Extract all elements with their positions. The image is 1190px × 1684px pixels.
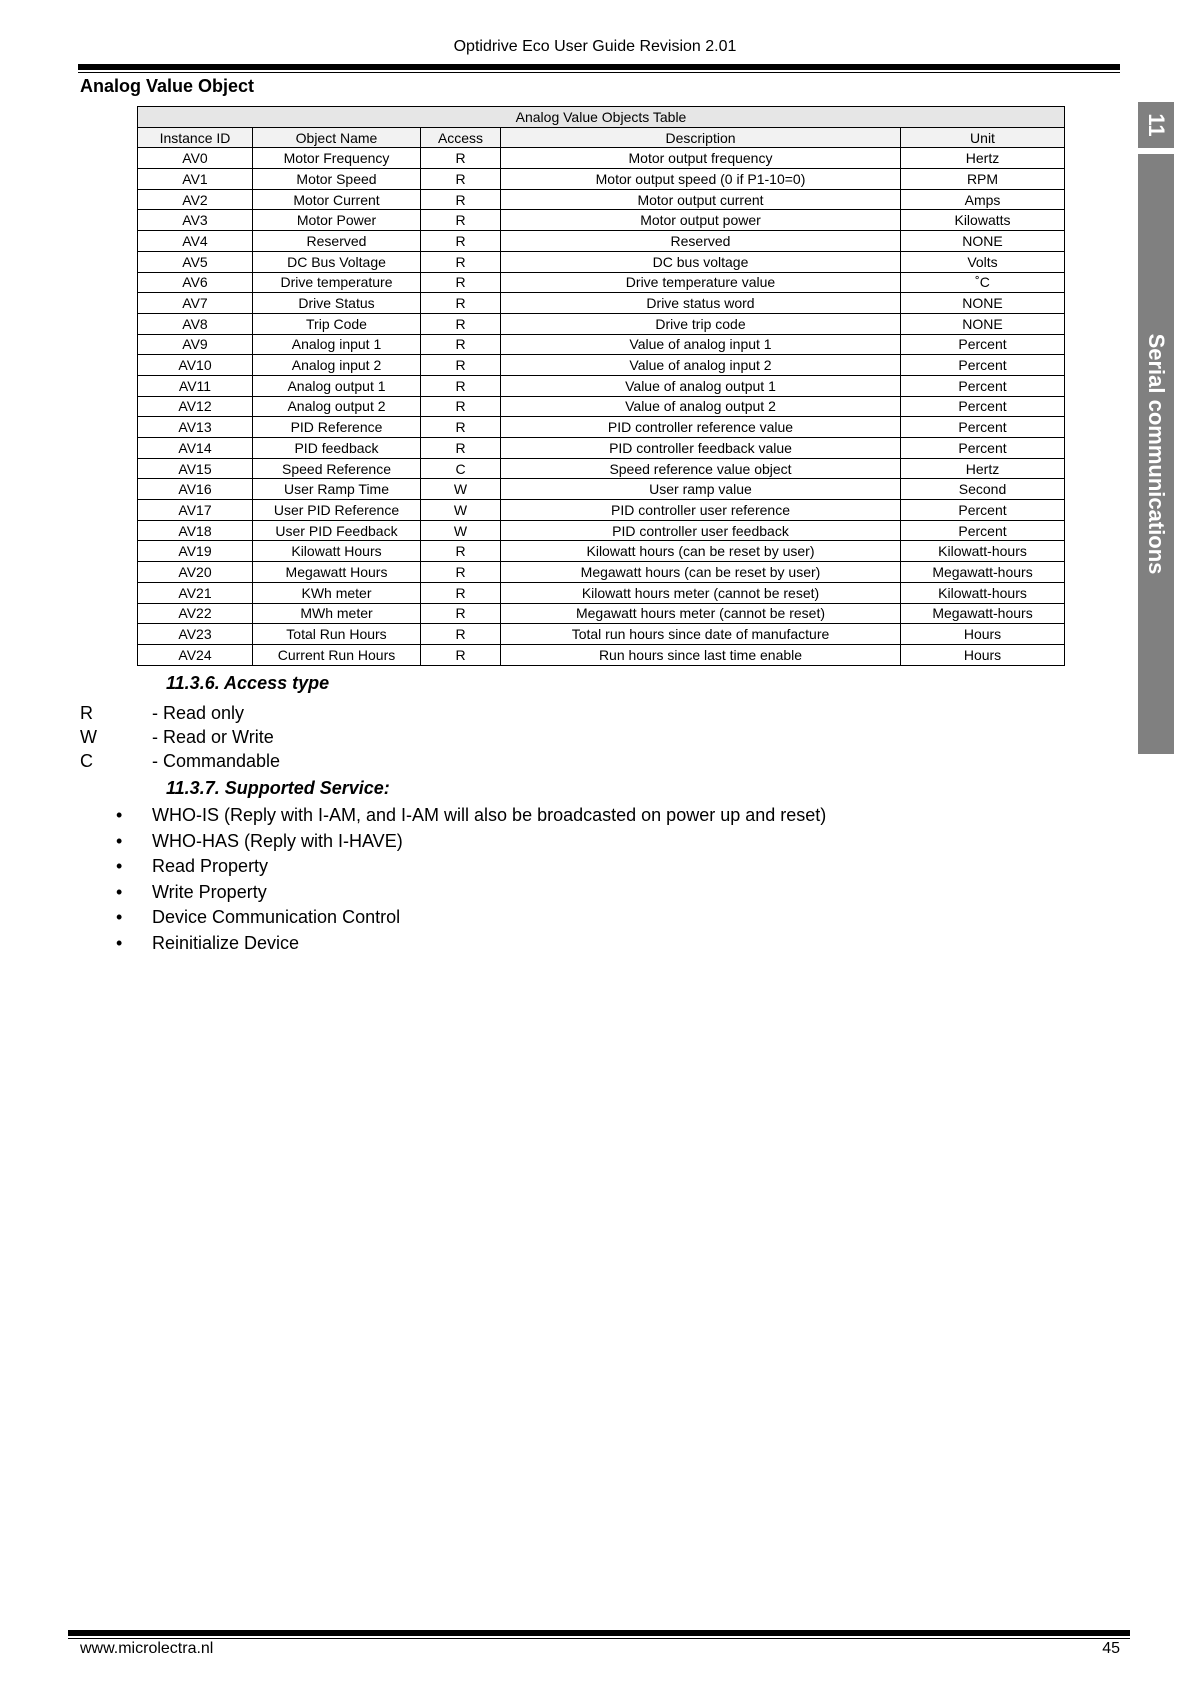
- table-cell: Megawatt hours (can be reset by user): [501, 562, 901, 583]
- table-row: [138, 375, 1065, 396]
- table-cell: Motor Current: [253, 189, 421, 210]
- table-row: [138, 520, 1065, 541]
- table-row: [138, 624, 1065, 645]
- table-cell: Percent: [901, 355, 1065, 376]
- table-row: [138, 189, 1065, 210]
- table-cell: Current Run Hours: [253, 644, 421, 665]
- table-cell: Percent: [901, 417, 1065, 438]
- table-row: [138, 458, 1065, 479]
- table-cell: AV0: [138, 148, 253, 169]
- table-cell: AV22: [138, 603, 253, 624]
- analog-value-objects-table: [137, 106, 1065, 666]
- table-cell: Reserved: [253, 231, 421, 252]
- table-header-row: [138, 127, 1065, 148]
- header-rule-thick: [78, 64, 1120, 70]
- table-cell: Hours: [901, 644, 1065, 665]
- table-cell: AV11: [138, 375, 253, 396]
- table-cell: Speed Reference: [253, 458, 421, 479]
- table-cell: Analog output 1: [253, 375, 421, 396]
- bullet-icon: •: [116, 933, 123, 953]
- table-cell: AV18: [138, 520, 253, 541]
- table-cell: MWh meter: [253, 603, 421, 624]
- column-header: Instance ID: [138, 127, 253, 148]
- table-cell: Motor Speed: [253, 169, 421, 190]
- table-cell: Kilowatt hours meter (cannot be reset): [501, 582, 901, 603]
- table-cell: Analog output 2: [253, 396, 421, 417]
- table-cell: PID feedback: [253, 438, 421, 459]
- chapter-label-tab: [1138, 154, 1174, 754]
- footer-rule-thick: [68, 1630, 1130, 1636]
- header-rule-thin: [78, 72, 1120, 73]
- table-cell: AV14: [138, 438, 253, 459]
- table-cell: AV5: [138, 251, 253, 272]
- table-cell: User ramp value: [501, 479, 901, 500]
- table-cell: RPM: [901, 169, 1065, 190]
- bullet-icon: •: [116, 907, 123, 928]
- page-header-title: Optidrive Eco User Guide Revision 2.01: [453, 38, 737, 55]
- table-cell: Trip Code: [253, 313, 421, 334]
- table-cell: Percent: [901, 500, 1065, 521]
- footer-rule-thin: [68, 1638, 1130, 1639]
- table-cell: Value of analog input 2: [501, 355, 901, 376]
- table-cell: DC bus voltage: [501, 251, 901, 272]
- table-cell: Percent: [901, 438, 1065, 459]
- access-code: C: [80, 751, 93, 771]
- table-cell: PID controller user feedback: [501, 520, 901, 541]
- table-row: [138, 396, 1065, 417]
- table-cell: W: [421, 479, 501, 500]
- table-cell: W: [421, 500, 501, 521]
- table-cell: AV15: [138, 458, 253, 479]
- table-cell: W: [421, 520, 501, 541]
- table-cell: R: [421, 169, 501, 190]
- table-row: [138, 231, 1065, 252]
- table-cell: R: [421, 375, 501, 396]
- service-item: Device Communication Control: [152, 907, 401, 928]
- table-cell: Percent: [901, 520, 1065, 541]
- access-code: R: [80, 703, 93, 723]
- column-header: Access: [421, 127, 501, 148]
- chapter-label: Serial communications: [1144, 333, 1169, 575]
- table-cell: Megawatt hours meter (cannot be reset): [501, 603, 901, 624]
- table-cell: AV1: [138, 169, 253, 190]
- table-cell: R: [421, 417, 501, 438]
- table-cell: DC Bus Voltage: [253, 251, 421, 272]
- table-cell: AV21: [138, 582, 253, 603]
- chapter-number: 11: [1144, 113, 1169, 137]
- table-cell: Kilowatt-hours: [901, 541, 1065, 562]
- table-cell: C: [421, 458, 501, 479]
- table-cell: PID controller user reference: [501, 500, 901, 521]
- access-description: - Read or Write: [152, 727, 274, 747]
- table-cell: R: [421, 251, 501, 272]
- column-header: Description: [501, 127, 901, 148]
- table-row: [138, 251, 1065, 272]
- table-cell: Megawatt-hours: [901, 603, 1065, 624]
- table-cell: R: [421, 189, 501, 210]
- table-cell: Hertz: [901, 458, 1065, 479]
- table-row: [138, 541, 1065, 562]
- table-cell: Volts: [901, 251, 1065, 272]
- table-cell: Kilowatts: [901, 210, 1065, 231]
- table-cell: AV10: [138, 355, 253, 376]
- table-row: [138, 293, 1065, 314]
- table-cell: Percent: [901, 396, 1065, 417]
- table-cell: Value of analog input 1: [501, 334, 901, 355]
- access-type-heading: 11.3.6. Access type: [166, 673, 330, 693]
- table-cell: Drive Status: [253, 293, 421, 314]
- table-caption: Analog Value Objects Table: [138, 107, 1065, 128]
- table-row: [138, 355, 1065, 376]
- table-cell: R: [421, 644, 501, 665]
- table-cell: AV3: [138, 210, 253, 231]
- table-cell: Value of analog output 1: [501, 375, 901, 396]
- table-cell: R: [421, 624, 501, 645]
- table-cell: Hertz: [901, 148, 1065, 169]
- table-cell: User PID Feedback: [253, 520, 421, 541]
- table-cell: User Ramp Time: [253, 479, 421, 500]
- service-item: WHO-IS (Reply with I-AM, and I-AM will also be broadcasted on power up and reset): [152, 805, 827, 825]
- table-cell: Motor Power: [253, 210, 421, 231]
- service-item: Write Property: [152, 881, 267, 902]
- table-cell: R: [421, 355, 501, 376]
- bullet-icon: •: [116, 805, 123, 825]
- table-cell: R: [421, 210, 501, 231]
- bullet-icon: •: [116, 881, 123, 902]
- table-cell: AV19: [138, 541, 253, 562]
- chapter-number-tab: [1138, 102, 1174, 148]
- table-row: [138, 272, 1065, 293]
- table-cell: AV2: [138, 189, 253, 210]
- table-cell: Analog input 2: [253, 355, 421, 376]
- table-row: [138, 169, 1065, 190]
- table-cell: Percent: [901, 375, 1065, 396]
- table-cell: User PID Reference: [253, 500, 421, 521]
- table-cell: Reserved: [501, 231, 901, 252]
- table-cell: R: [421, 603, 501, 624]
- service-item: WHO-HAS (Reply with I-HAVE): [152, 830, 403, 851]
- footer-website: www.microlectra.nl: [80, 1640, 214, 1657]
- table-cell: AV16: [138, 479, 253, 500]
- access-description: - Read only: [152, 703, 245, 723]
- table-cell: Drive temperature value: [501, 272, 901, 293]
- table-cell: AV9: [138, 334, 253, 355]
- table-cell: AV8: [138, 313, 253, 334]
- table-cell: Drive temperature: [253, 272, 421, 293]
- table-row: [138, 417, 1065, 438]
- table-cell: Kilowatt hours (can be reset by user): [501, 541, 901, 562]
- service-item: Reinitialize Device: [152, 933, 300, 953]
- table-cell: Motor Frequency: [253, 148, 421, 169]
- table-cell: R: [421, 272, 501, 293]
- table-cell: PID controller reference value: [501, 417, 901, 438]
- table-cell: Percent: [901, 334, 1065, 355]
- table-row: [138, 562, 1065, 583]
- column-header: Object Name: [253, 127, 421, 148]
- table-cell: R: [421, 396, 501, 417]
- table-cell: Megawatt-hours: [901, 562, 1065, 583]
- table-cell: AV20: [138, 562, 253, 583]
- table-row: [138, 603, 1065, 624]
- table-row: [138, 500, 1065, 521]
- section-title: Analog Value Object: [80, 76, 255, 96]
- service-item: Read Property: [152, 856, 269, 877]
- table-cell: KWh meter: [253, 582, 421, 603]
- table-cell: PID Reference: [253, 417, 421, 438]
- table-cell: Second: [901, 479, 1065, 500]
- table-row: [138, 313, 1065, 334]
- table-cell: R: [421, 562, 501, 583]
- table-cell: Kilowatt Hours: [253, 541, 421, 562]
- table-cell: Speed reference value object: [501, 458, 901, 479]
- table-cell: Kilowatt-hours: [901, 582, 1065, 603]
- bullet-icon: •: [116, 856, 123, 877]
- table-cell: Drive trip code: [501, 313, 901, 334]
- table-cell: Run hours since last time enable: [501, 644, 901, 665]
- table-cell: R: [421, 541, 501, 562]
- table-cell: Motor output current: [501, 189, 901, 210]
- table-row: [138, 334, 1065, 355]
- table-cell: NONE: [901, 231, 1065, 252]
- table-row: [138, 148, 1065, 169]
- table-cell: Total run hours since date of manufacture: [501, 624, 901, 645]
- table-cell: Amps: [901, 189, 1065, 210]
- table-cell: Motor output speed (0 if P1-10=0): [501, 169, 901, 190]
- access-description: - Commandable: [152, 751, 281, 771]
- table-row: [138, 479, 1065, 500]
- table-cell: Value of analog output 2: [501, 396, 901, 417]
- table-cell: R: [421, 231, 501, 252]
- table-cell: Megawatt Hours: [253, 562, 421, 583]
- table-cell: ˚C: [901, 272, 1065, 293]
- table-cell: Analog input 1: [253, 334, 421, 355]
- table-cell: AV23: [138, 624, 253, 645]
- table-cell: Total Run Hours: [253, 624, 421, 645]
- table-cell: AV6: [138, 272, 253, 293]
- table-cell: R: [421, 438, 501, 459]
- table-cell: Motor output power: [501, 210, 901, 231]
- bullet-icon: •: [116, 830, 123, 851]
- table-cell: AV13: [138, 417, 253, 438]
- table-cell: Hours: [901, 624, 1065, 645]
- table-cell: AV17: [138, 500, 253, 521]
- table-row: [138, 438, 1065, 459]
- table-cell: PID controller feedback value: [501, 438, 901, 459]
- table-cell: Motor output frequency: [501, 148, 901, 169]
- table-cell: NONE: [901, 293, 1065, 314]
- table-cell: AV24: [138, 644, 253, 665]
- footer-page-number: 45: [1102, 1640, 1120, 1657]
- table-cell: AV12: [138, 396, 253, 417]
- table-row: [138, 644, 1065, 665]
- table-cell: NONE: [901, 313, 1065, 334]
- table-row: [138, 210, 1065, 231]
- access-code: W: [80, 727, 97, 747]
- table-cell: R: [421, 334, 501, 355]
- table-cell: R: [421, 313, 501, 334]
- supported-service-heading: 11.3.7. Supported Service:: [166, 778, 390, 798]
- column-header: Unit: [901, 127, 1065, 148]
- table-cell: AV7: [138, 293, 253, 314]
- table-cell: Drive status word: [501, 293, 901, 314]
- table-row: [138, 582, 1065, 603]
- table-cell: R: [421, 148, 501, 169]
- table-cell: AV4: [138, 231, 253, 252]
- table-cell: R: [421, 293, 501, 314]
- table-cell: R: [421, 582, 501, 603]
